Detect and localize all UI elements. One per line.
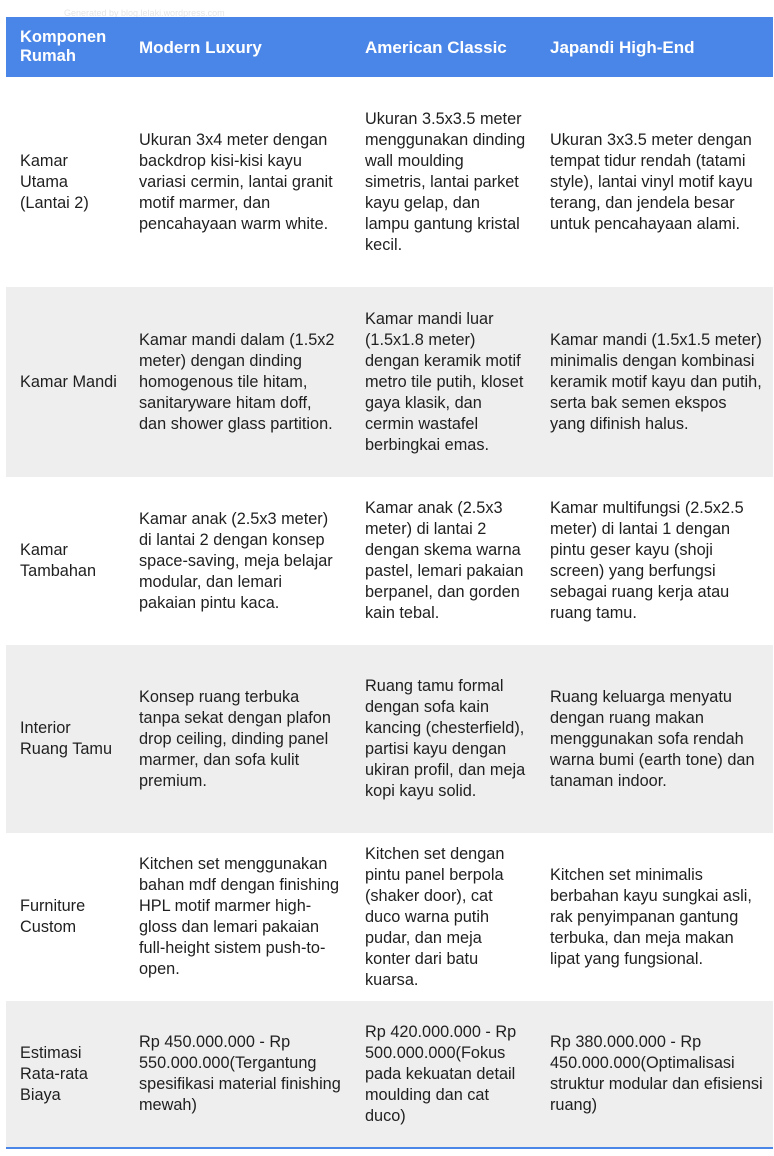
table-row-kamar-mandi: [6, 287, 773, 477]
cell-japandi-high-end: Kamar mandi (1.5x1.5 meter) minimalis dengan kombinasi keramik motif kayu dan putih, serta bak semen ekspos yang difinish halus.: [536, 287, 773, 477]
header-american-classic: American Classic: [365, 37, 507, 57]
row-label: Estimasi Rata-rata Biaya: [6, 1001, 125, 1148]
header-komponen-rumah: Komponen Rumah: [20, 28, 107, 65]
cell-american-classic: Ukuran 3.5x3.5 meter menggunakan dinding wall moulding simetris, lantai parket kayu gelap, dan lampu gantung kristal kecil.: [351, 77, 536, 287]
cell-modern-luxury: Rp 450.000.000 - Rp 550.000.000(Tergantung spesifikasi material finishing mewah): [125, 1001, 351, 1148]
cell-american-classic: Kitchen set dengan pintu panel berpola (shaker door), cat duco warna putih pudar, dan meja konter dari batu kuarsa.: [351, 833, 536, 1001]
cell-modern-luxury: Kamar anak (2.5x3 meter) di lantai 2 dengan konsep space-saving, meja belajar modular, dan lemari pakaian pintu kaca.: [125, 477, 351, 645]
cell-japandi-high-end: Ukuran 3x3.5 meter dengan tempat tidur rendah (tatami style), lantai vinyl motif kayu terang, dan jendela besar untuk pencahayaan alami.: [536, 77, 773, 287]
table-row-furniture-custom: [6, 833, 773, 1001]
cell-modern-luxury: Kitchen set menggunakan bahan mdf dengan finishing HPL motif marmer high-gloss dan lemari pakaian full-height sistem push-to-open.: [125, 833, 351, 1001]
comparison-table: [6, 17, 773, 1149]
cell-japandi-high-end: Rp 380.000.000 - Rp 450.000.000(Optimalisasi struktur modular dan efisiensi ruang): [536, 1001, 773, 1148]
cell-modern-luxury: Kamar mandi dalam (1.5x2 meter) dengan dinding homogenous tile hitam, sanitaryware hitam doff, dan shower glass partition.: [125, 287, 351, 477]
table-row-kamar-tambahan: [6, 477, 773, 645]
header-row: [6, 17, 773, 77]
cell-american-classic: Kamar mandi luar (1.5x1.8 meter) dengan keramik motif metro tile putih, kloset gaya klasik, dan cermin wastafel berbingkai emas.: [351, 287, 536, 477]
header-modern-luxury: Modern Luxury: [139, 37, 262, 57]
row-label: Furniture Custom: [6, 833, 125, 1001]
cell-modern-luxury: Ukuran 3x4 meter dengan backdrop kisi-kisi kayu variasi cermin, lantai granit motif marmer, dan pencahayaan warm white.: [125, 77, 351, 287]
row-label: Kamar Utama (Lantai 2): [6, 77, 125, 287]
cell-japandi-high-end: Kitchen set minimalis berbahan kayu sungkai asli, rak penyimpanan gantung terbuka, dan meja makan lipat yang fungsional.: [536, 833, 773, 1001]
table-row-interior-ruang-tamu: [6, 645, 773, 833]
cell-modern-luxury: Konsep ruang terbuka tanpa sekat dengan plafon drop ceiling, dinding panel marmer, dan sofa kulit premium.: [125, 645, 351, 833]
row-label: Kamar Mandi: [6, 287, 125, 477]
cell-american-classic: Ruang tamu formal dengan sofa kain kancing (chesterfield), partisi kayu dengan ukiran profil, dan meja kopi kayu solid.: [351, 645, 536, 833]
table-header: [6, 17, 773, 77]
cell-american-classic: Rp 420.000.000 - Rp 500.000.000(Fokus pada kekuatan detail moulding dan cat duco): [351, 1001, 536, 1148]
table-row-estimasi-biaya: [6, 1001, 773, 1148]
table-row-kamar-utama: [6, 77, 773, 287]
cell-japandi-high-end: Ruang keluarga menyatu dengan ruang makan menggunakan sofa rendah warna bumi (earth tone) dan tanaman indoor.: [536, 645, 773, 833]
header-japandi-high-end: Japandi High-End: [550, 37, 695, 57]
watermark: Generated by blog.lelaki.wordpress.com: [64, 8, 225, 18]
cell-american-classic: Kamar anak (2.5x3 meter) di lantai 2 dengan skema warna pastel, lemari pakaian berpanel, dan gorden kain tebal.: [351, 477, 536, 645]
cell-japandi-high-end: Kamar multifungsi (2.5x2.5 meter) di lantai 1 dengan pintu geser kayu (shoji screen) yang berfungsi sebagai ruang kerja atau ruang tamu.: [536, 477, 773, 645]
table-body: [6, 77, 773, 1148]
row-label: Kamar Tambahan: [6, 477, 125, 645]
row-label: Interior Ruang Tamu: [6, 645, 125, 833]
